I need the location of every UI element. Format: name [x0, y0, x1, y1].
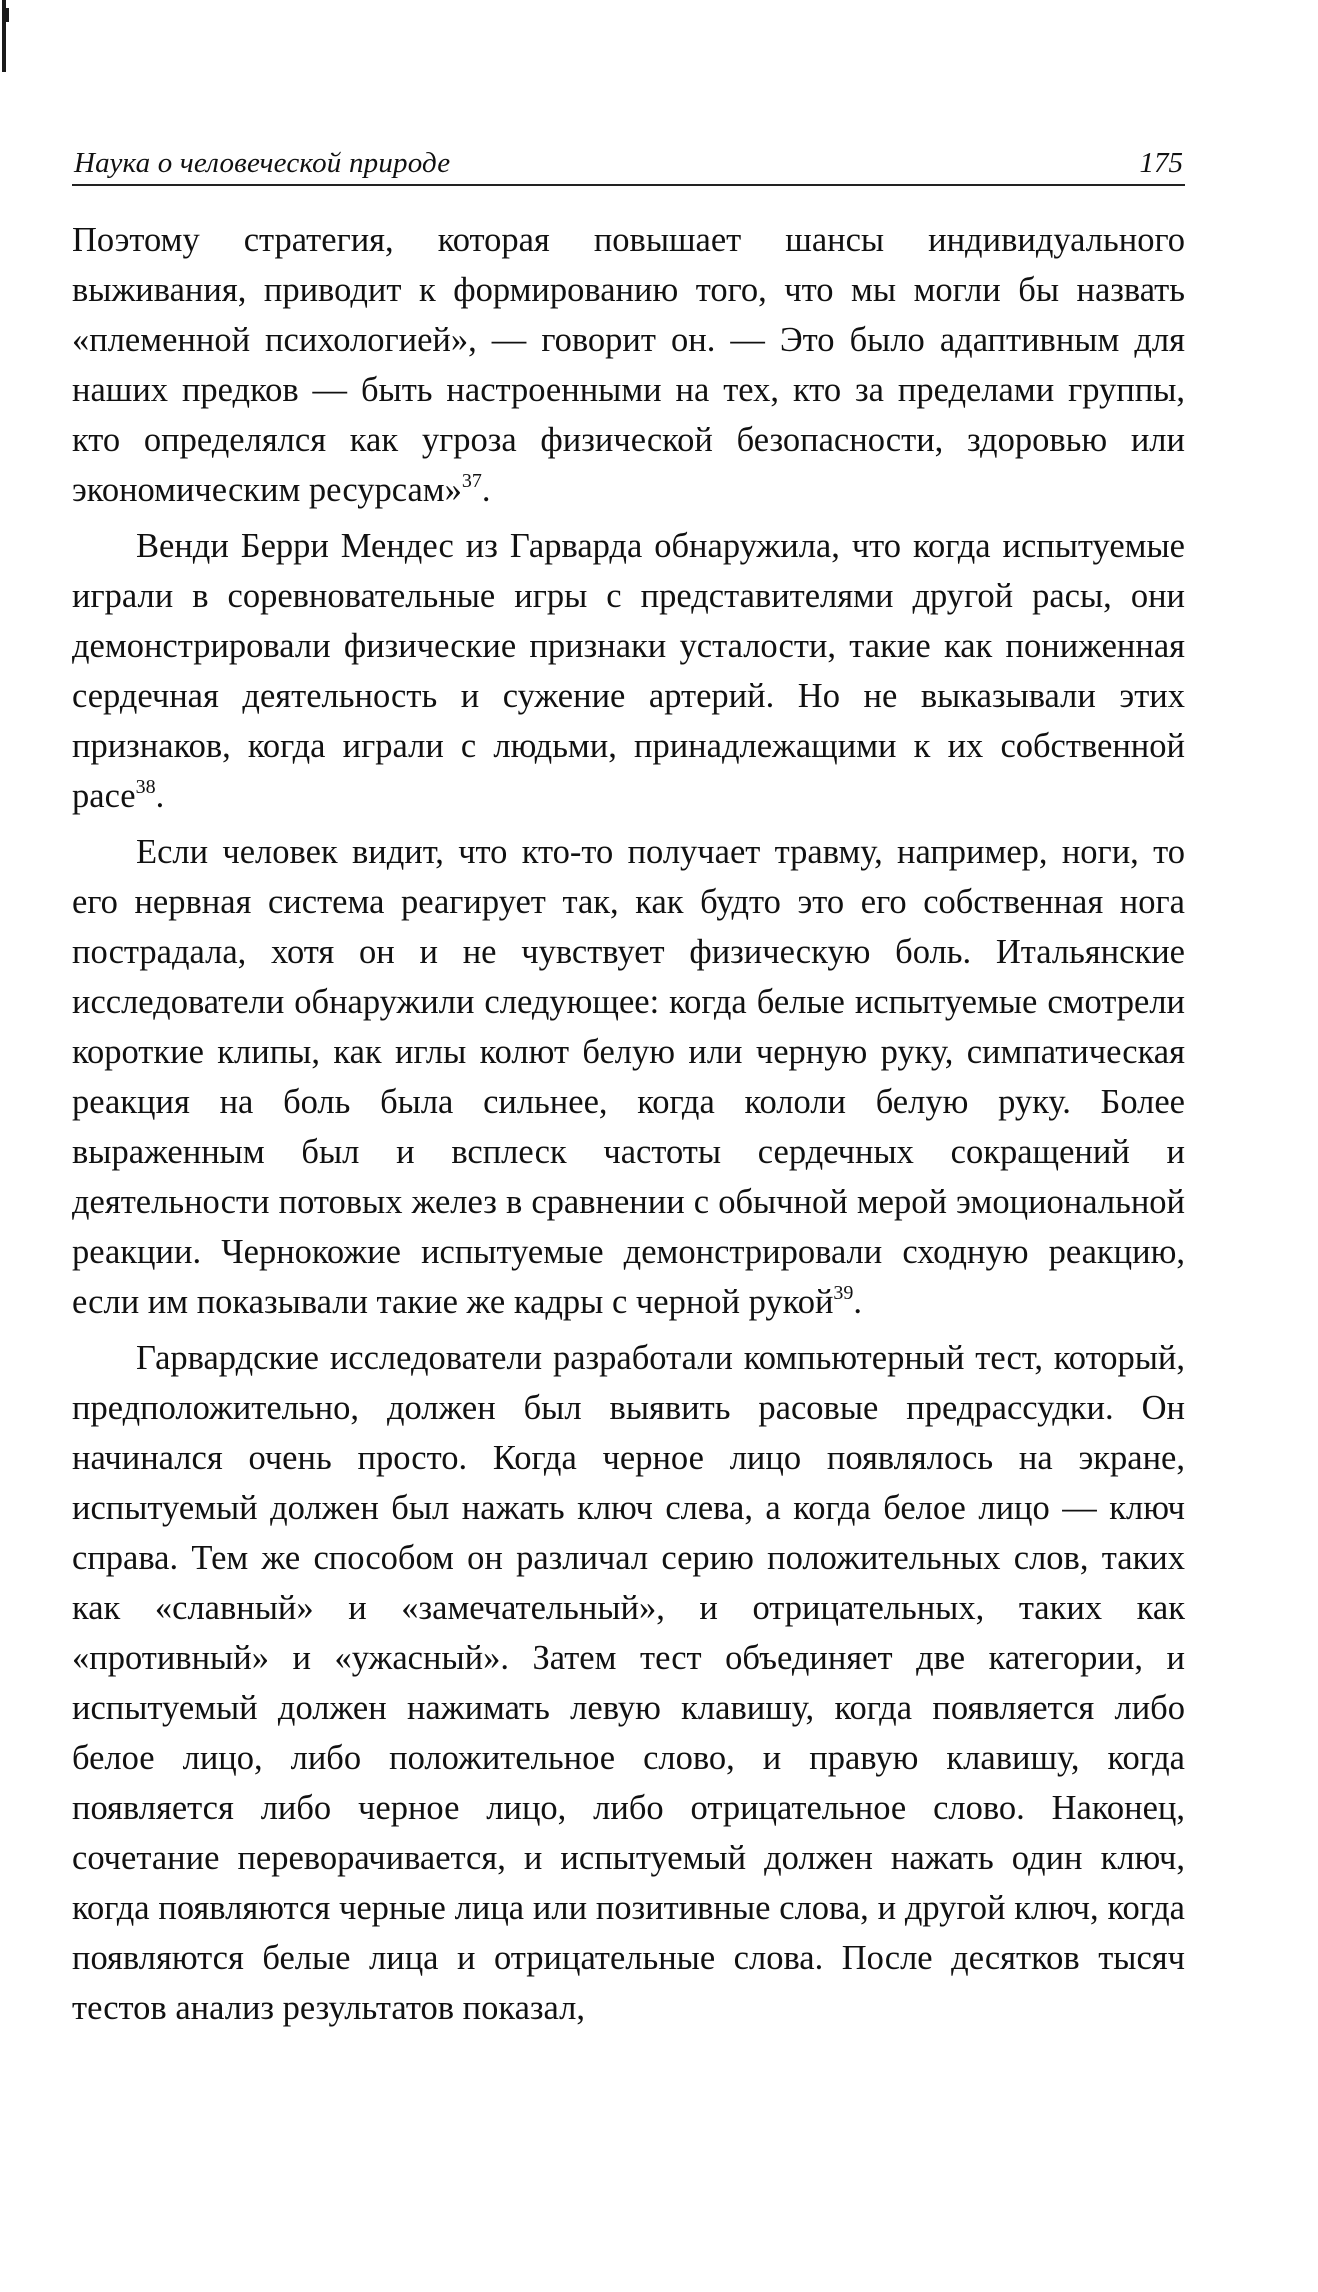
paragraph-text: Гарвардские исследователи разработали компьютерный тест, который, предположительно, должен был выявить расовые предрассудки. Он начинался очень просто. Когда черное лицо появлялось на экране, испытуемый должен был нажать ключ слева, а когда белое лицо — ключ справа. Тем же способом он различал серию положительных слов, таких как «славный» и «замечательный», и отрицательных, таких как «противный» и «ужасный». Затем тест объединяет две категории, и испытуемый должен нажимать левую клавишу, когда появляется либо белое лицо, либо положительное слово, и правую клавишу, когда появляется либо черное лицо, либо отрицательное слово. Наконец, сочетание переворачивается, и испытуемый должен нажать один ключ, когда появляются черные лица или позитивные слова, и другой ключ, когда появляются белые лица и отрицательные слова. После десятков тысяч тестов анализ результатов показал,: [72, 1339, 1185, 2027]
paragraph-tail: .: [481, 471, 491, 509]
paragraph-tail: .: [853, 1283, 863, 1321]
paragraph-2: [72, 521, 1185, 821]
paragraph-1: [72, 215, 1185, 515]
paragraph-tail: .: [155, 777, 165, 815]
footnote-ref-37: 37: [461, 469, 482, 492]
footnote-ref-38: 38: [135, 775, 156, 798]
paragraph-4: [72, 1333, 1185, 2033]
scan-edge-tick: [6, 8, 9, 22]
paragraph-3: [72, 827, 1185, 1327]
footnote-ref-39: 39: [833, 1281, 854, 1304]
running-header: [72, 140, 1185, 186]
page-number: 175: [1139, 147, 1183, 179]
paragraph-text: Если человек видит, что кто-то получает травму, например, ноги, то его нервная система реагирует так, как будто это его собственная нога пострадала, хотя он и не чувствует физическую боль. Итальянские исследователи обнаружили следующее: когда белые испытуемые смотрели короткие клипы, как иглы колют белую или черную руку, симпатическая реакция на боль была сильнее, когда кололи белую руку. Более выраженным был и всплеск частоты сердечных сокращений и деятельности потовых желез в сравнении с обычной мерой эмоциональной реакции. Чернокожие испытуемые демонстрировали сходную реакцию, если им показывали такие же кадры с черной рукой: [72, 833, 1185, 1321]
paragraph-text: Поэтому стратегия, которая повышает шансы индивидуального выживания, приводит к формированию того, что мы могли бы назвать «племенной психологией», — говорит он. — Это было адаптивным для наших предков — быть настроенными на тех, кто за пределами группы, кто определялся как угроза физической безопасности, здоровью или экономическим ресурсам»: [72, 221, 1185, 509]
scan-edge-mark: [0, 0, 9, 100]
paragraph-text: Венди Берри Мендес из Гарварда обнаружила, что когда испытуемые играли в соревновательные игры с представителями другой расы, они демонстрировали физические признаки усталости, такие как пониженная сердечная деятельность и сужение артерий. Но не выказывали этих признаков, когда играли с людьми, принадлежащими к их собственной расе: [72, 527, 1185, 815]
body-text: [72, 215, 1185, 2039]
running-title: Наука о человеческой природе: [74, 147, 451, 179]
